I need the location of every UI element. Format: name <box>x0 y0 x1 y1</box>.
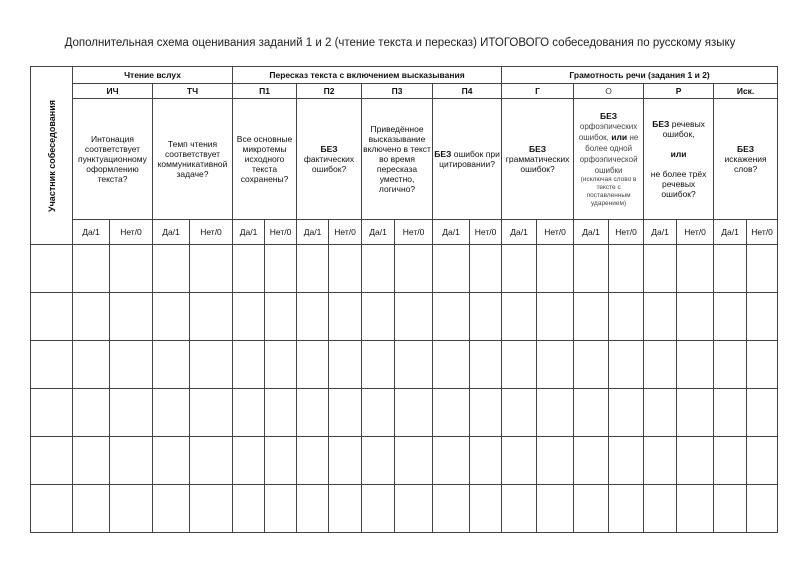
score-cell[interactable] <box>644 245 677 293</box>
score-cell[interactable] <box>362 245 395 293</box>
score-cell[interactable] <box>73 389 110 437</box>
participant-row <box>31 245 778 293</box>
score-cell[interactable] <box>574 437 609 485</box>
score-cell[interactable] <box>470 341 502 389</box>
participant-row <box>31 341 778 389</box>
score-cell[interactable] <box>73 293 110 341</box>
score-cell[interactable] <box>433 485 470 533</box>
yes-label: Да/1 <box>362 220 395 245</box>
score-cell[interactable] <box>609 389 644 437</box>
participant-row <box>31 437 778 485</box>
score-cell[interactable] <box>153 485 190 533</box>
score-cell[interactable] <box>747 389 778 437</box>
score-cell[interactable] <box>153 341 190 389</box>
score-cell[interactable] <box>265 437 297 485</box>
score-cell[interactable] <box>677 245 714 293</box>
score-cell[interactable] <box>395 245 433 293</box>
code-r: Р <box>644 84 714 99</box>
score-cell[interactable] <box>233 437 265 485</box>
score-cell[interactable] <box>537 245 574 293</box>
score-cell[interactable] <box>714 293 747 341</box>
criterion-p4-bold: БЕЗ <box>434 149 452 159</box>
score-cell[interactable] <box>190 293 233 341</box>
code-p2: П2 <box>297 84 362 99</box>
score-cell[interactable] <box>297 437 329 485</box>
score-cell[interactable] <box>747 293 778 341</box>
score-cell[interactable] <box>677 293 714 341</box>
no-label: Нет/0 <box>677 220 714 245</box>
score-cell[interactable] <box>153 245 190 293</box>
criterion-o-or: или <box>611 131 628 142</box>
yes-no-row <box>31 220 778 245</box>
score-cell[interactable] <box>329 293 362 341</box>
score-cell[interactable] <box>537 485 574 533</box>
score-cell[interactable] <box>190 389 233 437</box>
score-cell[interactable] <box>265 245 297 293</box>
score-cell[interactable] <box>329 389 362 437</box>
criterion-g-bold: БЕЗ <box>529 144 547 154</box>
participant-cell[interactable] <box>31 389 73 437</box>
criterion-ich: Интонация соответствует пунктуационному оформлению текста? <box>73 99 153 220</box>
score-cell[interactable] <box>537 437 574 485</box>
code-p4: П4 <box>433 84 502 99</box>
criterion-p2 <box>297 99 362 220</box>
score-cell[interactable] <box>714 485 747 533</box>
score-cell[interactable] <box>433 341 470 389</box>
score-cell[interactable] <box>677 437 714 485</box>
criterion-r-text1: речевых ошибок, <box>662 119 705 139</box>
score-cell[interactable] <box>190 485 233 533</box>
score-cell[interactable] <box>470 293 502 341</box>
code-g: Г <box>502 84 574 99</box>
criterion-o-note: (исключая слово в тексте с поставленным ударением) <box>580 175 637 207</box>
score-cell[interactable] <box>110 245 153 293</box>
criterion-o-text2: не более одной орфоэпической ошибки <box>579 132 639 175</box>
score-cell[interactable] <box>395 389 433 437</box>
score-cell[interactable] <box>470 245 502 293</box>
criterion-g-text: грамматических ошибок? <box>505 154 570 174</box>
criterion-tch: Темп чтения соответствует коммуникативной задаче? <box>153 99 233 220</box>
evaluation-table <box>30 66 778 533</box>
score-cell[interactable] <box>677 485 714 533</box>
score-cell[interactable] <box>714 437 747 485</box>
score-cell[interactable] <box>502 341 537 389</box>
score-cell[interactable] <box>609 437 644 485</box>
score-cell[interactable] <box>677 341 714 389</box>
group-literacy: Грамотность речи (задания 1 и 2) <box>502 67 778 84</box>
yes-label: Да/1 <box>297 220 329 245</box>
no-label: Нет/0 <box>470 220 502 245</box>
score-cell[interactable] <box>395 485 433 533</box>
score-cell[interactable] <box>297 485 329 533</box>
score-cell[interactable] <box>574 293 609 341</box>
participant-cell[interactable] <box>31 245 73 293</box>
score-cell[interactable] <box>362 485 395 533</box>
score-cell[interactable] <box>329 341 362 389</box>
score-cell[interactable] <box>502 389 537 437</box>
score-cell[interactable] <box>609 293 644 341</box>
score-cell[interactable] <box>574 389 609 437</box>
score-cell[interactable] <box>362 293 395 341</box>
criterion-isk-bold: БЕЗ <box>737 144 755 154</box>
group-retelling: Пересказ текста с включением высказывания <box>233 67 502 84</box>
participant-row <box>31 293 778 341</box>
score-cell[interactable] <box>153 389 190 437</box>
score-cell[interactable] <box>73 341 110 389</box>
group-header-row <box>31 67 778 84</box>
criterion-p2-bold: БЕЗ <box>320 144 338 154</box>
yes-label: Да/1 <box>233 220 265 245</box>
score-cell[interactable] <box>110 389 153 437</box>
criterion-isk-text: искажения слов? <box>724 154 767 174</box>
score-cell[interactable] <box>153 293 190 341</box>
score-cell[interactable] <box>502 485 537 533</box>
yes-label: Да/1 <box>502 220 537 245</box>
no-label: Нет/0 <box>190 220 233 245</box>
yes-label: Да/1 <box>73 220 110 245</box>
score-cell[interactable] <box>362 437 395 485</box>
participant-cell[interactable] <box>31 341 73 389</box>
code-isk: Иск. <box>714 84 778 99</box>
code-p3: П3 <box>362 84 433 99</box>
page-title: Дополнительная схема оценивания заданий 1 и 2 (чтение текста и пересказ) ИТОГОВОГО собеседования по русскому языку <box>64 37 736 49</box>
yes-label: Да/1 <box>644 220 677 245</box>
score-cell[interactable] <box>747 245 778 293</box>
code-row <box>31 84 778 99</box>
score-cell[interactable] <box>502 437 537 485</box>
code-o: О <box>574 84 644 99</box>
score-cell[interactable] <box>265 293 297 341</box>
criterion-p3: Приведённое высказывание включено в текст во время пересказа уместно, логично? <box>362 99 433 220</box>
criteria-row <box>31 99 778 220</box>
criterion-o-bold: БЕЗ <box>600 110 618 121</box>
score-cell[interactable] <box>329 437 362 485</box>
score-cell[interactable] <box>329 245 362 293</box>
score-cell[interactable] <box>644 485 677 533</box>
yes-label: Да/1 <box>714 220 747 245</box>
score-cell[interactable] <box>190 341 233 389</box>
score-cell[interactable] <box>190 437 233 485</box>
score-cell[interactable] <box>233 389 265 437</box>
no-label: Нет/0 <box>609 220 644 245</box>
score-cell[interactable] <box>153 437 190 485</box>
participant-cell[interactable] <box>31 293 73 341</box>
score-cell[interactable] <box>470 437 502 485</box>
score-cell[interactable] <box>362 389 395 437</box>
score-cell[interactable] <box>73 437 110 485</box>
score-cell[interactable] <box>110 341 153 389</box>
criterion-p4-text: ошибок при цитировании? <box>439 149 500 169</box>
code-ich: ИЧ <box>73 84 153 99</box>
score-cell[interactable] <box>395 293 433 341</box>
score-cell[interactable] <box>537 389 574 437</box>
criterion-isk <box>714 99 778 220</box>
score-cell[interactable] <box>329 485 362 533</box>
score-cell[interactable] <box>609 341 644 389</box>
yes-label: Да/1 <box>433 220 470 245</box>
score-cell[interactable] <box>502 293 537 341</box>
score-cell[interactable] <box>395 437 433 485</box>
score-cell[interactable] <box>574 485 609 533</box>
score-cell[interactable] <box>644 389 677 437</box>
score-cell[interactable] <box>265 485 297 533</box>
criterion-r-bold: БЕЗ <box>652 119 670 129</box>
no-label: Нет/0 <box>747 220 778 245</box>
score-cell[interactable] <box>677 389 714 437</box>
score-cell[interactable] <box>433 389 470 437</box>
score-cell[interactable] <box>747 437 778 485</box>
score-cell[interactable] <box>362 341 395 389</box>
code-p1: П1 <box>233 84 297 99</box>
criterion-p4 <box>433 99 502 220</box>
score-cell[interactable] <box>297 389 329 437</box>
score-cell[interactable] <box>644 437 677 485</box>
score-cell[interactable] <box>574 341 609 389</box>
yes-label: Да/1 <box>153 220 190 245</box>
criterion-o <box>574 99 644 220</box>
score-cell[interactable] <box>714 389 747 437</box>
score-cell[interactable] <box>714 341 747 389</box>
score-cell[interactable] <box>433 437 470 485</box>
score-cell[interactable] <box>609 245 644 293</box>
score-cell[interactable] <box>73 245 110 293</box>
score-cell[interactable] <box>537 293 574 341</box>
criterion-r <box>644 99 714 220</box>
score-cell[interactable] <box>644 341 677 389</box>
participant-header: Участник собеседования <box>46 99 57 212</box>
score-cell[interactable] <box>470 389 502 437</box>
no-label: Нет/0 <box>395 220 433 245</box>
criterion-p1: Все основные микротемы исходного текста сохранены? <box>233 99 297 220</box>
score-cell[interactable] <box>233 245 265 293</box>
participant-cell[interactable] <box>31 485 73 533</box>
group-reading: Чтение вслух <box>73 67 233 84</box>
participant-cell[interactable] <box>31 437 73 485</box>
score-cell[interactable] <box>110 485 153 533</box>
no-label: Нет/0 <box>110 220 153 245</box>
criterion-o-text1: орфоэпических ошибок, <box>578 121 638 142</box>
no-label: Нет/0 <box>537 220 574 245</box>
score-cell[interactable] <box>233 485 265 533</box>
participant-header-cell <box>31 67 73 245</box>
score-cell[interactable] <box>110 437 153 485</box>
score-cell[interactable] <box>537 341 574 389</box>
score-cell[interactable] <box>609 485 644 533</box>
score-cell[interactable] <box>190 245 233 293</box>
score-cell[interactable] <box>297 341 329 389</box>
score-cell[interactable] <box>470 485 502 533</box>
score-cell[interactable] <box>395 341 433 389</box>
participant-row <box>31 485 778 533</box>
code-tch: ТЧ <box>153 84 233 99</box>
score-cell[interactable] <box>433 293 470 341</box>
score-cell[interactable] <box>297 245 329 293</box>
score-cell[interactable] <box>644 293 677 341</box>
score-cell[interactable] <box>433 245 470 293</box>
yes-label: Да/1 <box>574 220 609 245</box>
score-cell[interactable] <box>110 293 153 341</box>
score-cell[interactable] <box>233 341 265 389</box>
score-cell[interactable] <box>714 245 747 293</box>
criterion-r-or: или <box>670 149 687 159</box>
score-cell[interactable] <box>265 389 297 437</box>
score-cell[interactable] <box>747 485 778 533</box>
score-cell[interactable] <box>297 293 329 341</box>
participant-row <box>31 389 778 437</box>
score-cell[interactable] <box>747 341 778 389</box>
score-cell[interactable] <box>574 245 609 293</box>
score-cell[interactable] <box>233 293 265 341</box>
score-cell[interactable] <box>73 485 110 533</box>
no-label: Нет/0 <box>329 220 362 245</box>
no-label: Нет/0 <box>265 220 297 245</box>
criterion-p2-text: фактических ошибок? <box>303 154 355 174</box>
criterion-r-text2: не более трёх речевых ошибок? <box>650 169 707 199</box>
score-cell[interactable] <box>502 245 537 293</box>
criterion-g <box>502 99 574 220</box>
score-cell[interactable] <box>265 341 297 389</box>
